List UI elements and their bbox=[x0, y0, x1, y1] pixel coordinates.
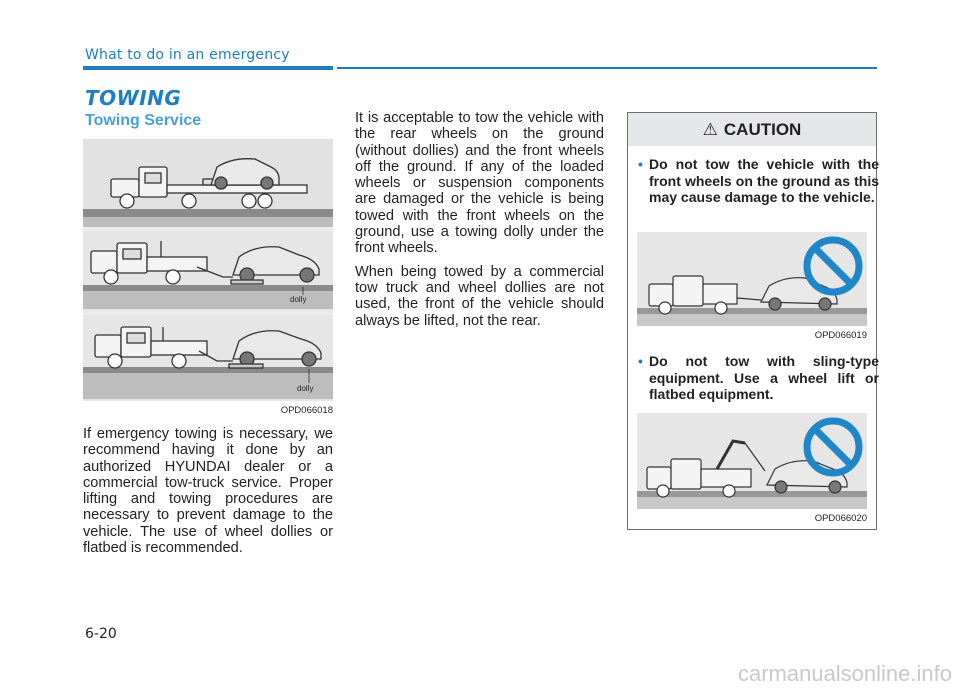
rear-wheels-paragraph: It is acceptable to tow the vehicle with the rear wheels on the ground (without dollies) and the front wheels off the ground. If any of the loaded wheels or suspension components are damaged or the vehicle is being towed with the front wheels on the ground, use a towing dolly under the front wheels. bbox=[355, 110, 604, 257]
header-rule-thick bbox=[83, 66, 333, 70]
column-1-text bbox=[83, 426, 333, 563]
caution-header bbox=[628, 113, 876, 146]
towing-paragraph: If emergency towing is necessary, we recommend having it done by an authorized HYUNDAI dealer or a commercial tow-truck service. Proper lifting and towing procedures are necessary to prevent damage to the vehicle. The use of wheel dollies or flatbed is recommended. bbox=[83, 426, 333, 557]
no-front-wheels-on-ground-illustration bbox=[637, 232, 867, 342]
caution-bullet-1-text: Do not tow the vehicle with the front wheels on the ground as this may cause damage to the vehicle. bbox=[649, 156, 879, 205]
bullet-dot: • bbox=[638, 353, 643, 369]
column-2-text bbox=[355, 110, 604, 336]
page-number: 6-20 bbox=[85, 626, 117, 642]
commercial-tow-paragraph: When being towed by a commercial tow truck and wheel dollies are not used, the front of the vehicle should always be lifted, not the rear. bbox=[355, 263, 604, 329]
no-sling-type-illustration bbox=[637, 413, 867, 525]
warning-triangle-icon: ⚠ bbox=[702, 119, 718, 139]
figure-main-code: OPD066018 bbox=[280, 405, 333, 416]
caution-bullet-1 bbox=[638, 156, 879, 206]
caution-bullet-2-text: Do not tow with sling-type equipment. Use a wheel lift or flatbed equipment. bbox=[649, 353, 879, 402]
page-title: TOWING bbox=[85, 86, 182, 110]
watermark: carmanualsonline.info bbox=[737, 661, 952, 686]
caution-heading: CAUTION bbox=[723, 119, 802, 139]
bullet-dot: • bbox=[638, 156, 643, 172]
caution-box bbox=[627, 112, 877, 530]
dolly-label-1: dolly bbox=[290, 295, 307, 304]
section-title: What to do in an emergency bbox=[85, 47, 290, 63]
page-subtitle: Towing Service bbox=[85, 112, 202, 129]
figure-1-code: OPD066019 bbox=[814, 330, 867, 341]
header-rule-thin bbox=[337, 67, 877, 69]
towing-methods-illustration bbox=[83, 139, 333, 419]
figure-2-code: OPD066020 bbox=[814, 513, 867, 524]
caution-bullet-2 bbox=[638, 353, 879, 403]
dolly-label-2: dolly bbox=[297, 384, 314, 393]
